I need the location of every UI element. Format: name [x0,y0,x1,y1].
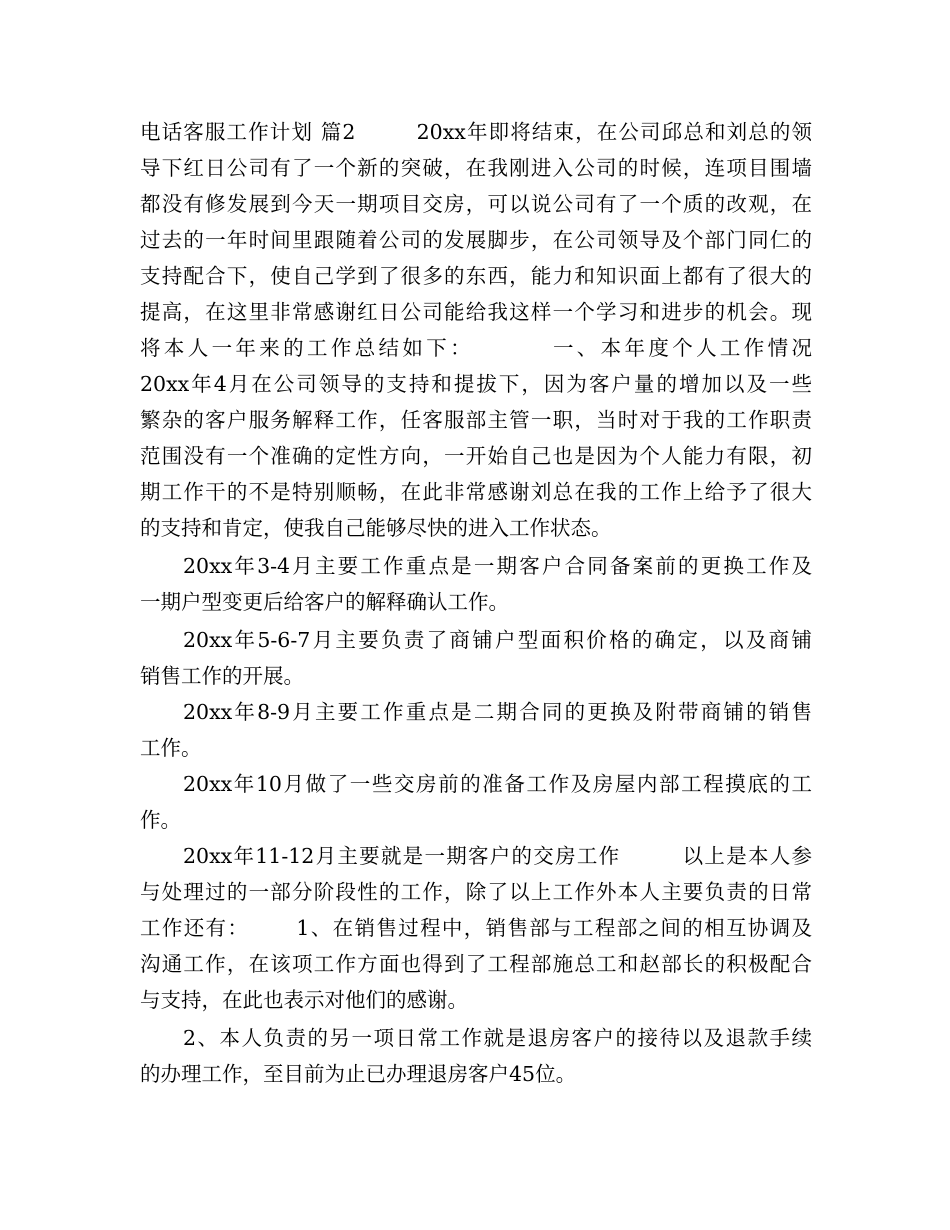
text-line: 销售工作的开展。 [140,664,304,688]
text-line: 的支持和肯定，使我自己能够尽快的进入工作状态。 [140,516,612,540]
paragraph-first-line: 20xx年10月做了一些交房前的准备工作及房屋内部工程摸底的工 [183,772,812,796]
text-line: 将本人一年来的工作总结如下： 一、本年度个人工作情况 [140,336,812,360]
text-line: 20xx年4月在公司领导的支持和提拔下，因为客户量的增加以及一些 [140,372,812,396]
paragraph-first-line: 20xx年11-12月主要就是一期客户的交房工作 以上是本人参 [183,844,812,868]
paragraph-first-line: 20xx年8-9月主要工作重点是二期合同的更换及附带商铺的销售 [183,700,812,724]
text-line: 繁杂的客户服务解释工作，任客服部主管一职，当时对于我的工作职责 [140,408,812,432]
text-line: 工作还有： 1、在销售过程中，销售部与工程部之间的相互协调及 [140,916,812,940]
text-line: 工作。 [140,736,202,760]
paragraph-first-line: 20xx年3-4月主要工作重点是一期客户合同备案前的更换工作及 [183,554,812,578]
text-line: 支持配合下，使自己学到了很多的东西，能力和知识面上都有了很大的 [140,264,812,288]
text-line: 期工作干的不是特别顺畅，在此非常感谢刘总在我的工作上给予了很大 [140,480,812,504]
text-line: 导下红日公司有了一个新的突破，在我刚进入公司的时候，连项目围墙 [140,156,812,180]
text-line: 作。 [140,808,181,832]
text-line: 电话客服工作计划 篇2 20xx年即将结束，在公司邱总和刘总的领 [140,120,812,144]
text-line: 过去的一年时间里跟随着公司的发展脚步，在公司领导及个部门同仁的 [140,228,812,252]
paragraph-first-line: 20xx年5-6-7月主要负责了商铺户型面积价格的确定，以及商铺 [183,628,812,652]
text-line: 范围没有一个准确的定性方向，一开始自己也是因为个人能力有限，初 [140,444,812,468]
text-line: 提高，在这里非常感谢红日公司能给我这样一个学习和进步的机会。现 [140,300,812,324]
text-line: 与处理过的一部分阶段性的工作，除了以上工作外本人主要负责的日常 [140,880,812,904]
text-line: 与支持，在此也表示对他们的感谢。 [140,988,468,1012]
text-line: 沟通工作，在该项工作方面也得到了工程部施总工和赵部长的积极配合 [140,952,812,976]
text-line: 都没有修发展到今天一期项目交房，可以说公司有了一个质的改观，在 [140,192,812,216]
text-line: 的办理工作，至目前为止已办理退房客户45位。 [140,1062,577,1086]
paragraph-first-line: 2、本人负责的另一项日常工作就是退房客户的接待以及退款手续 [183,1026,812,1050]
text-line: 一期户型变更后给客户的解释确认工作。 [140,590,509,614]
